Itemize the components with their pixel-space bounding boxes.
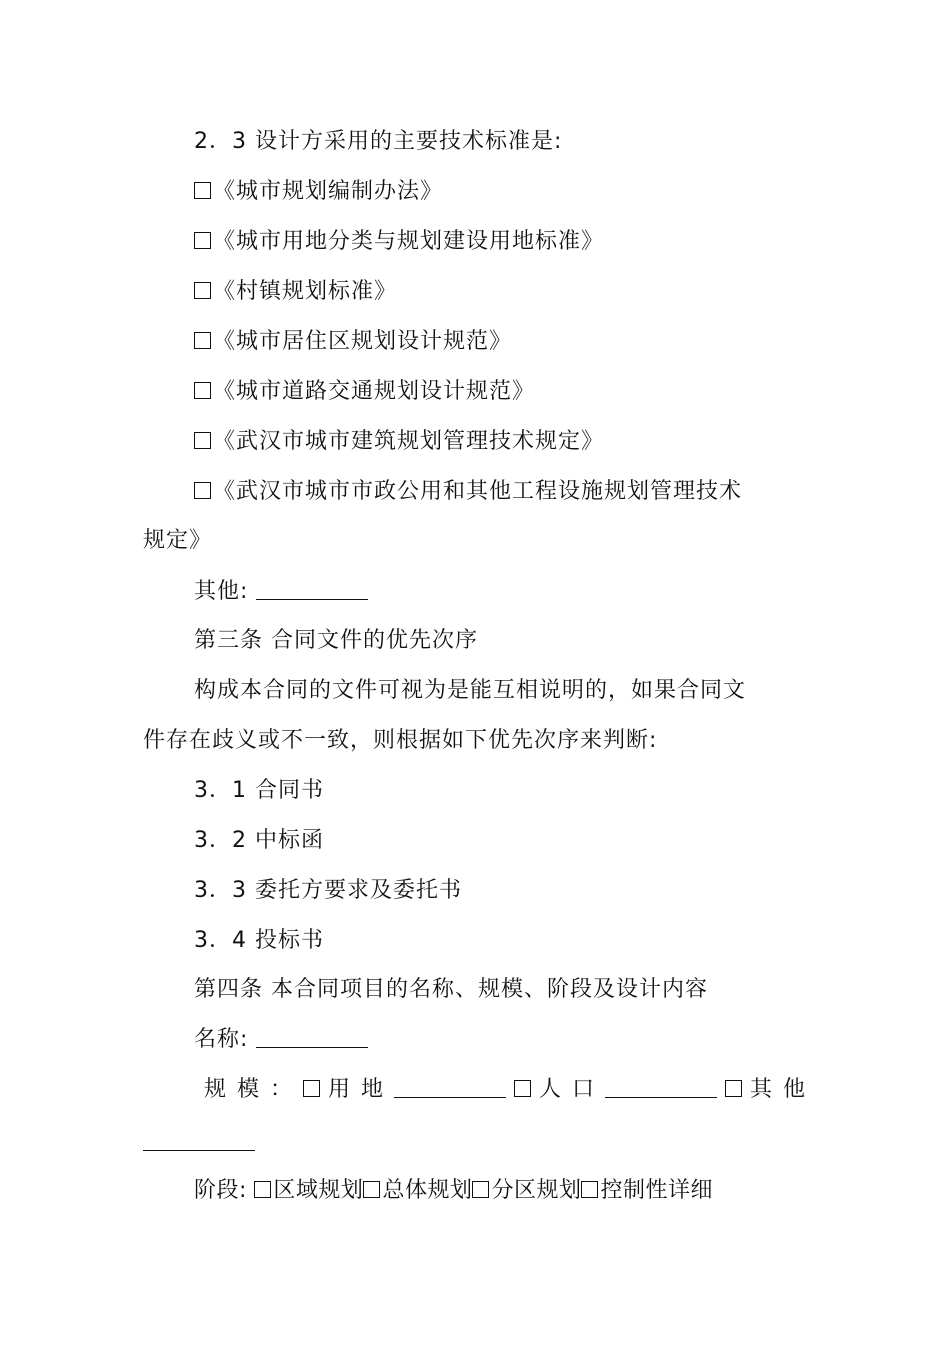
checkbox[interactable]	[514, 1080, 531, 1097]
standard-item: 《城市用地分类与规划建设用地标准》	[194, 227, 604, 257]
scale-field: 规模： 用地 人口 其他	[204, 1077, 817, 1102]
priority-item: 3．2 中标函	[194, 828, 324, 853]
checkbox[interactable]	[363, 1181, 380, 1198]
standard-item: 《村镇规划标准》	[194, 277, 397, 307]
checkbox[interactable]	[194, 432, 211, 449]
priority-item: 3．4 投标书	[194, 928, 324, 953]
checkbox[interactable]	[194, 182, 211, 199]
scale-other-field	[143, 1128, 255, 1158]
clause-2-3: 2．3 设计方采用的主要技术标准是:	[194, 129, 563, 154]
checkbox[interactable]	[194, 332, 211, 349]
project-name-blank[interactable]	[256, 1025, 368, 1048]
checkbox[interactable]	[303, 1080, 320, 1097]
land-use-blank[interactable]	[394, 1075, 506, 1098]
article-3-body: 构成本合同的文件可视为是能互相说明的，如果合同文	[194, 678, 747, 703]
standard-item: 《城市规划编制办法》	[194, 177, 443, 207]
checkbox[interactable]	[472, 1181, 489, 1198]
project-name-field: 名称:	[194, 1025, 368, 1055]
standard-item: 《城市道路交通规划设计规范》	[194, 377, 535, 407]
article-4-heading: 第四条 本合同项目的名称、规模、阶段及设计内容	[194, 977, 708, 1002]
other-standard-field: 其他:	[194, 577, 368, 607]
stage-field: 阶段: 区域规划 总体规划 分区规划 控制性详细	[194, 1178, 713, 1203]
article-3-heading: 第三条 合同文件的优先次序	[194, 628, 478, 653]
standard-item: 《城市居住区规划设计规范》	[194, 327, 512, 357]
checkbox[interactable]	[194, 382, 211, 399]
article-3-body-continuation: 件存在歧义或不一致，则根据如下优先次序来判断:	[143, 728, 658, 753]
checkbox[interactable]	[194, 482, 211, 499]
standard-item-continuation: 规定》	[143, 528, 213, 553]
population-blank[interactable]	[605, 1075, 717, 1098]
checkbox[interactable]	[194, 282, 211, 299]
checkbox[interactable]	[194, 232, 211, 249]
checkbox[interactable]	[254, 1181, 271, 1198]
standard-item: 《武汉市城市市政公用和其他工程设施规划管理技术	[194, 477, 742, 507]
priority-item: 3．1 合同书	[194, 778, 324, 803]
priority-item: 3．3 委托方要求及委托书	[194, 878, 462, 903]
checkbox[interactable]	[725, 1080, 742, 1097]
checkbox[interactable]	[581, 1181, 598, 1198]
standard-item: 《武汉市城市建筑规划管理技术规定》	[194, 427, 604, 457]
scale-other-blank[interactable]	[143, 1128, 255, 1151]
other-standard-blank[interactable]	[256, 577, 368, 600]
